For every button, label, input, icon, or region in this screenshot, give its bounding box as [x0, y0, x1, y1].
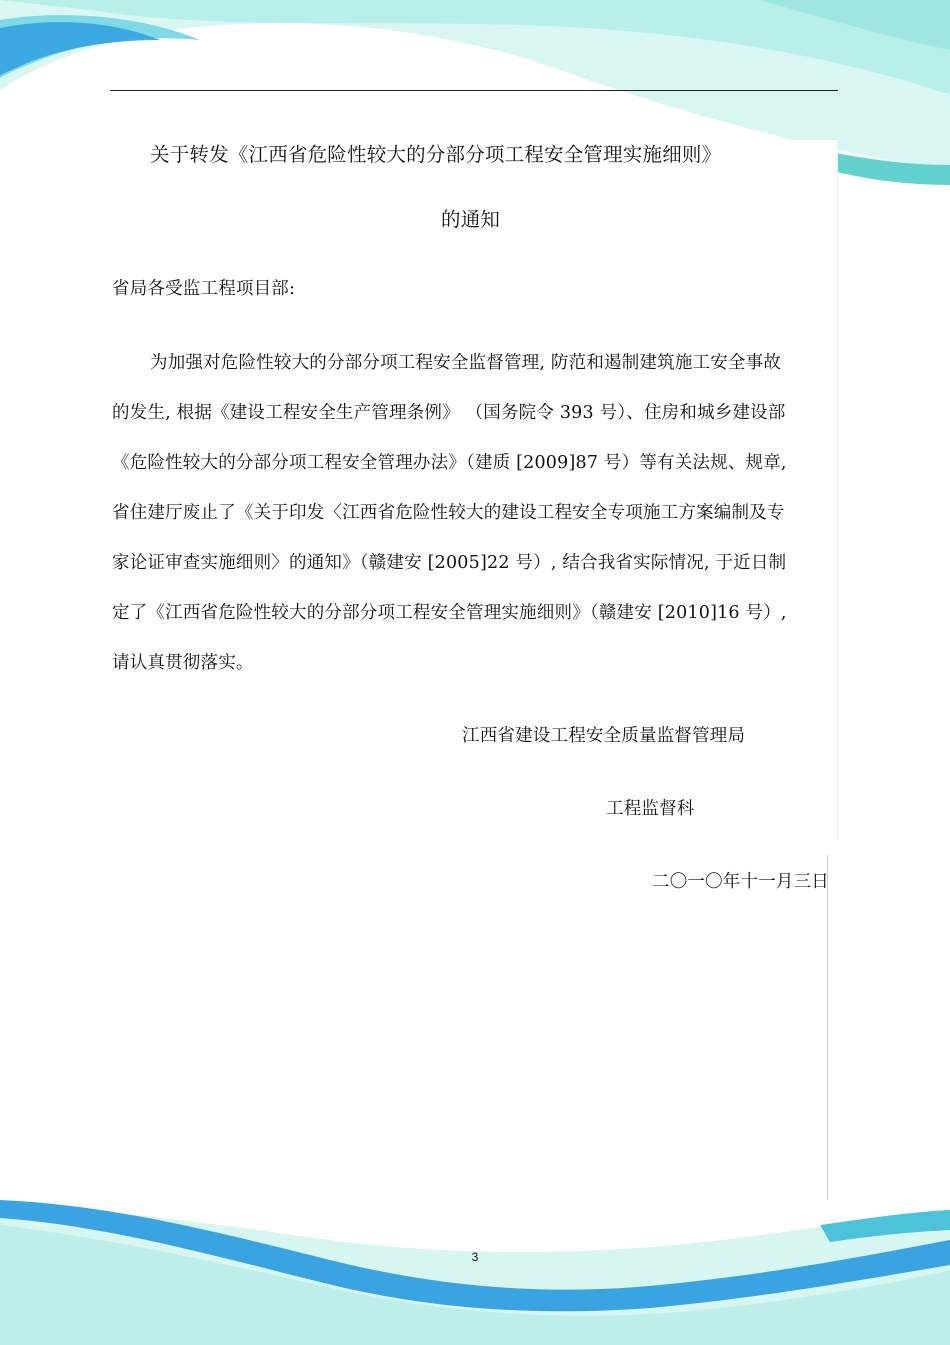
body-line-1: 为加强对危险性较大的分部分项工程安全监督管理, 防范和遏制建筑施工安全事故 [150, 353, 782, 373]
document-title-line-1: 关于转发《江西省危险性较大的分部分项工程安全管理实施细则》 [150, 143, 722, 166]
salutation: 省局各受监工程项目部: [112, 279, 296, 299]
body-line-5: 家论证审查实施细则〉的通知》（赣建安 [2005]22 号）, 结合我省实际情况, 于近日制 [112, 553, 787, 573]
body-line-2: 的发生, 根据《建设工程安全生产管理条例》 （国务院令 393 号）、住房和城乡建设部 [112, 403, 786, 423]
issue-date: 二〇一〇年十一月三日 [652, 872, 829, 892]
page-number: 3 [471, 1250, 479, 1264]
issuer-department: 工程监督科 [606, 799, 695, 819]
body-line-6: 定了《江西省危险性较大的分部分项工程安全管理实施细则》（赣建安 [2010]16 号）, [112, 603, 787, 623]
body-line-3: 《危险性较大的分部分项工程安全管理办法》（建质 [2009]87 号）等有关法规、规章, [112, 453, 787, 473]
document-title-line-2: 的通知 [441, 208, 501, 231]
issuer-name: 江西省建设工程安全质量监督管理局 [462, 726, 746, 746]
body-line-4: 省住建厅废止了《关于印发〈江西省危险性较大的建设工程安全专项施工方案编制及专 [112, 503, 785, 523]
header-rule [110, 90, 838, 91]
right-edge-rule-upper [837, 140, 838, 840]
body-line-7: 请认真贯彻落实。 [112, 653, 254, 673]
right-edge-rule [827, 855, 828, 1200]
